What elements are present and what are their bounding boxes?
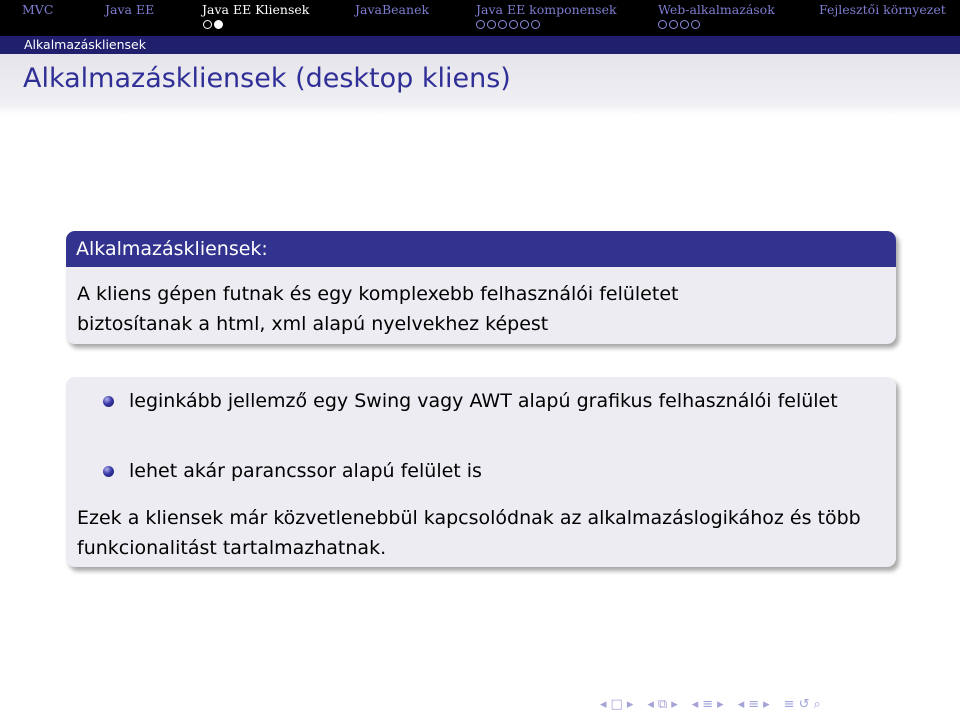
section-icon[interactable]: ≡ xyxy=(748,697,760,712)
frame-dot[interactable] xyxy=(531,20,540,29)
nav-section-java-ee-komponensek[interactable]: Java EE komponensek xyxy=(476,2,617,17)
frame-dot[interactable] xyxy=(509,20,518,29)
frame-dot[interactable] xyxy=(520,20,529,29)
frame-next-icon[interactable]: ▸ xyxy=(671,697,678,712)
subsection-icon[interactable]: ≡ xyxy=(702,697,714,712)
subsection-bar xyxy=(0,36,960,54)
nav-section-java-ee-kliensek[interactable]: Java EE Kliensek xyxy=(202,2,310,17)
subsection-label[interactable]: Alkalmazáskliensek xyxy=(24,37,146,52)
block-line: biztosítanak a html, xml alapú nyelvekhez képest xyxy=(77,313,549,335)
search-icon[interactable]: ⌕ xyxy=(813,697,821,712)
list-item: leginkább jellemző egy Swing vagy AWT alapú grafikus felhasználói felület xyxy=(129,390,838,412)
block-line: A kliens gépen futnak és egy komplexebb felhasználói felületet xyxy=(77,283,679,305)
nav-section-fejlesztoi-kornyezet[interactable]: Fejlesztői környezet xyxy=(819,2,946,17)
frame-dot[interactable] xyxy=(680,20,689,29)
frame-dot[interactable] xyxy=(487,20,496,29)
summary-paragraph: Ezek a kliensek már közvetlenebbül kapcsolódnak az alkalmazáslogikához és több funkcionalitást tartalmazhatnak. xyxy=(77,507,861,559)
nav-section-mvc[interactable]: MVC xyxy=(22,2,54,17)
subsection-prev-icon[interactable]: ◂ xyxy=(691,697,699,712)
section-next-icon[interactable]: ▸ xyxy=(763,697,770,712)
frame-dot[interactable] xyxy=(691,20,700,29)
nav-dots-web-alkalmazasok xyxy=(658,20,702,32)
details-block xyxy=(66,377,896,567)
block-body xyxy=(77,279,678,339)
section-navigation-bar xyxy=(0,0,960,36)
bullet-icon xyxy=(103,466,114,477)
section-prev-icon[interactable]: ◂ xyxy=(737,697,745,712)
nav-section-web-alkalmazasok[interactable]: Web-alkalmazások xyxy=(658,2,775,17)
frame-icon[interactable]: ⧉ xyxy=(657,697,668,712)
slide-next-icon[interactable]: ▸ xyxy=(626,697,634,712)
slide-icon[interactable]: □ xyxy=(610,697,623,712)
back-forward-icon[interactable]: ↺ xyxy=(798,697,810,712)
beamer-navigation-symbols xyxy=(600,693,835,715)
definition-block xyxy=(66,231,896,344)
nav-dots-java-ee-komponensek xyxy=(476,20,542,32)
subsection-next-icon[interactable]: ▸ xyxy=(717,697,724,712)
nav-dots-java-ee-kliensek xyxy=(203,20,225,32)
frame-dot[interactable] xyxy=(476,20,485,29)
frame-title: Alkalmazáskliensek (desktop kliens) xyxy=(23,63,511,94)
frame-prev-icon[interactable]: ◂ xyxy=(647,697,654,712)
frame-dot[interactable] xyxy=(498,20,507,29)
document-icon[interactable]: ≡ xyxy=(783,697,795,712)
list-item: lehet akár parancssor alapú felület is xyxy=(129,460,482,482)
frame-dot[interactable] xyxy=(658,20,667,29)
frame-dot-current[interactable] xyxy=(214,20,223,29)
block-header xyxy=(66,231,896,267)
frame-title-bar xyxy=(0,54,960,114)
slide-prev-icon[interactable]: ◂ xyxy=(600,697,607,712)
nav-section-java-ee[interactable]: Java EE xyxy=(105,2,155,17)
nav-section-javabeanek[interactable]: JavaBeanek xyxy=(355,2,430,17)
bullet-icon xyxy=(103,396,114,407)
frame-dot[interactable] xyxy=(203,20,212,29)
frame-dot[interactable] xyxy=(669,20,678,29)
block-title: Alkalmazáskliensek: xyxy=(76,238,268,260)
